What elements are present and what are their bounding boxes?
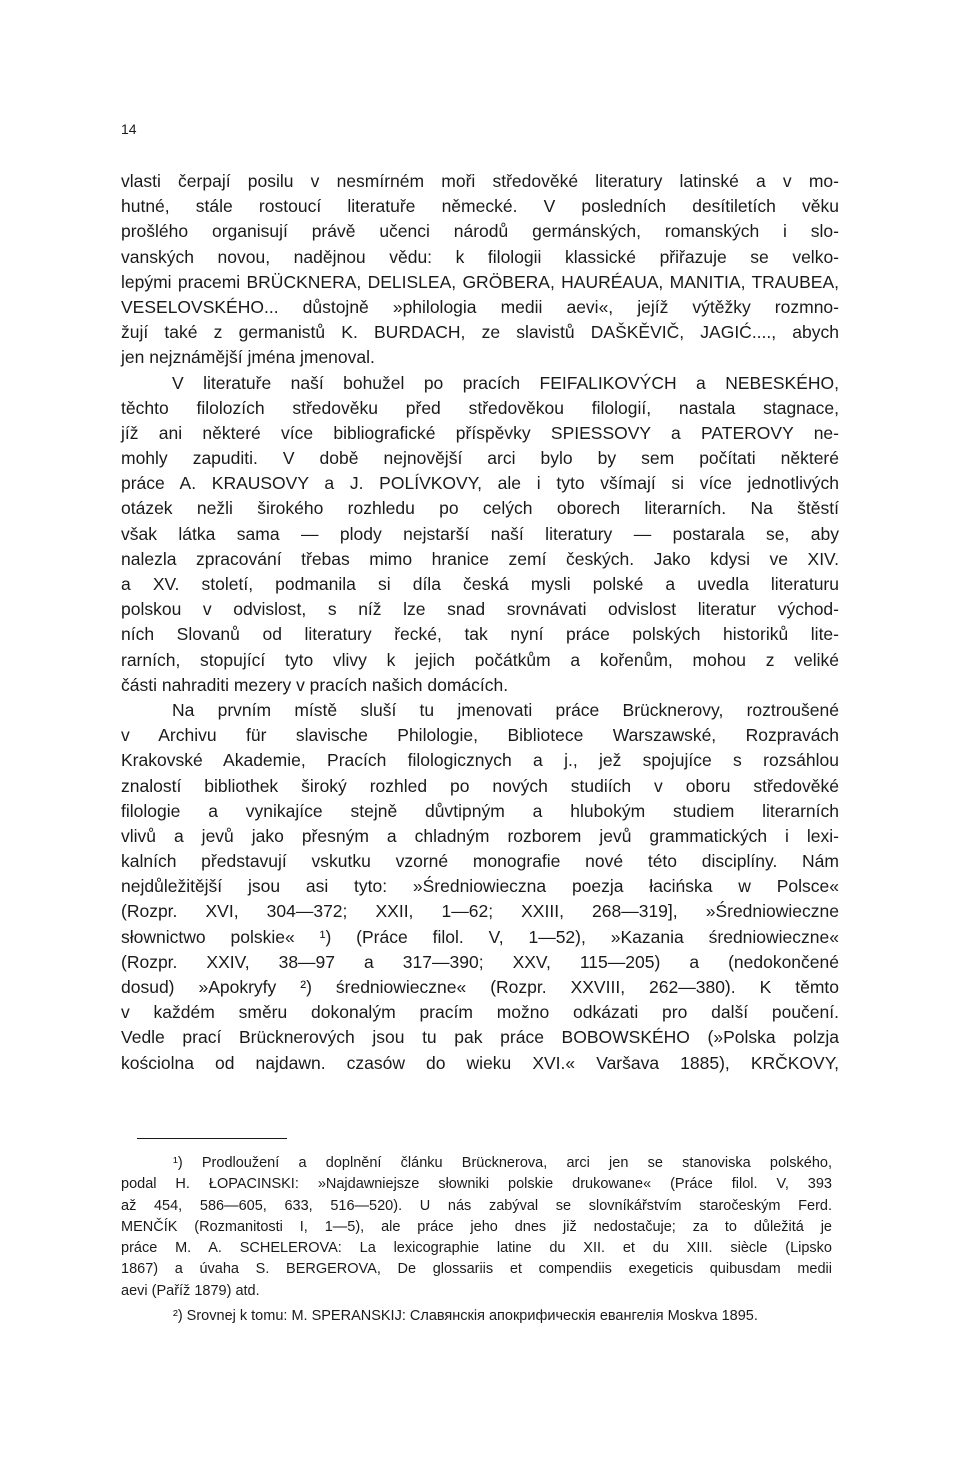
- text-line: jen nejznámější jména jmenoval.: [121, 347, 375, 368]
- text-line: části nahraditi mezery v pracích našich domácích.: [121, 674, 509, 695]
- text-line: vlasti čerpají posilu v nesmírném moři středověké literatury latinské a v mo-: [121, 171, 839, 191]
- text-line: v Archivu für slavische Philologie, Bibliotece Warszawské, Rozpravách: [121, 725, 839, 746]
- footnote: [121, 1153, 832, 1302]
- text-line: nalezla zpracování třebas mimo hranice zemí českých. Jako kdysi ve XIV.: [121, 548, 839, 569]
- text-line: práce A. KRAUSOVY a J. POLÍVKOVY, ale i tyto všímají si více jednotlivých: [121, 473, 839, 494]
- footnote-line: ¹) Prodloužení a doplnění článku Brücknerova, arci jen se stanoviska polského,: [173, 1155, 832, 1171]
- text-line: (Rozpr. XXIV, 38—97 a 317—390; XXV, 115—205) a (nedokončené: [121, 951, 839, 972]
- text-line: mohly zapuditi. V době nejnovější arci bylo by sem počítati některé: [121, 448, 839, 469]
- footnote-line: podal H. ŁOPACINSKI: »Najdawniejsze słowniki polskie drukowane« (Práce filol. V, 393: [121, 1176, 832, 1193]
- text-line: otázek nežli širokého rozhledu po celých oborech literarních. Na štěstí: [121, 498, 839, 519]
- text-line: słownictwo polskie« ¹) (Práce filol. V, 1—52), »Kazania średniowieczne«: [121, 926, 839, 947]
- text-line: rarních, stopující tyto vlivy k jejich počátkům a kořenům, mohou z veliké: [121, 649, 839, 670]
- text-line: dosud) »Apokryfy ²) średniowieczne« (Rozpr. XXVIII, 262—380). K těmto: [121, 977, 839, 997]
- text-line: hutné, stále rostoucí literatuře německé. V posledních desítiletích věku: [121, 196, 839, 217]
- text-line: ních Slovanů od literatury řecké, tak nyní práce polských historiků lite-: [121, 624, 839, 645]
- text-line: lepými pracemi BRÜCKNERA, DELISLEA, GRÖBERA, HAURÉAUA, MANITIA, TRAUBEA,: [121, 271, 839, 292]
- text-line: polskou v odvislost, s níž lze snad srovnávati odvislost literatur východ-: [121, 599, 839, 620]
- text-line: však látka sama — plody nejstarší naší literatury — postarala se, aby: [121, 523, 839, 544]
- footnote-line: MENČÍK (Rozmanitosti I, 1—5), ale práce jeho dnes již nedostačuje; za to důležitá je: [121, 1218, 832, 1235]
- text-line: VESELOVSKÉHO... důstojně »philologia medii aevi«, jejíž výtěžky rozmno-: [121, 296, 839, 317]
- text-line: vanských novou, nadějnou vědu: k filologii klassické přiřazuje se velko-: [121, 246, 839, 267]
- text-line: (Rozpr. XVI, 304—372; XXII, 1—62; XXIII, 268—319], »Średniowieczne: [121, 901, 839, 922]
- text-line: Na prvním místě sluší tu jmenovati práce Brücknerovy, roztroušené: [172, 699, 839, 720]
- page-number: 14: [121, 121, 137, 137]
- footnote-line: ²) Srovnej k tomu: M. SPERANSKIJ: Славянскія апокрифическія евангелія Moskva 1895.: [173, 1308, 758, 1325]
- text-line: v každém směru dokonalým pracím možno odkázati pro další poučení.: [121, 1002, 839, 1023]
- footnote-divider: [137, 1138, 287, 1139]
- paragraph: [121, 169, 839, 371]
- footnote: [121, 1306, 832, 1327]
- text-line: filologie a vynikajíce stejně důvtipným a hlubokým studiem literarních: [121, 800, 839, 821]
- text-line: V literatuře naší bohužel po pracích FEIFALIKOVÝCH a NEBESKÉHO,: [172, 372, 839, 393]
- footnotes: [121, 1153, 832, 1327]
- text-line: prošlého organisují právě učenci národů germánských, romanských i slo-: [121, 221, 839, 242]
- paragraph: [121, 698, 839, 1076]
- text-line: těchto filolozích středověku před středověkou filologií, nastala stagnace,: [121, 397, 839, 418]
- text-line: jíž ani některé více bibliografické příspěvky SPIESSOVY a PATEROVY ne-: [121, 422, 839, 443]
- footnote-line: aevi (Paříž 1879) atd.: [121, 1282, 260, 1299]
- paragraph: [121, 371, 839, 698]
- text-line: a XV. století, podmanila si díla česká mysli polské a uvedla literaturu: [121, 574, 839, 594]
- text-line: žují také z germanistů K. BURDACH, ze slavistů DAŠKĚVIČ, JAGIĆ...., abych: [121, 322, 839, 343]
- text-line: Krakovské Akademie, Pracích filologicznych a j., jež spojujíce s rozsáhlou: [121, 750, 839, 771]
- text-line: vlivů a jevů jako přesným a chladným rozborem jevů grammatických i lexi-: [121, 825, 839, 846]
- text-line: nejdůležitější jsou asi tyto: »Średniowieczna poezja łacińska w Polsce«: [121, 876, 839, 897]
- text-line: kościolna od najdawn. czasów do wieku XVI.« Varšava 1885), KRČKOVY,: [121, 1052, 839, 1073]
- text-line: kalních představují vskutku vzorné monografie nové této disciplíny. Nám: [121, 851, 839, 872]
- footnote-line: práce M. A. SCHELEROVA: La lexicographie latine du XII. et du XIII. siècle (Lipsko: [121, 1240, 832, 1257]
- footnote-line: 1867) a úvaha S. BERGEROVA, De glossariis et compendiis exegeticis quibusdam medii: [121, 1261, 832, 1278]
- text-line: Vedle prací Brücknerových jsou tu pak práce BOBOWSKÉHO (»Polska polzja: [121, 1027, 839, 1048]
- body-text: [121, 169, 839, 1076]
- text-line: znalostí bibliothek široký rozhled po nových studiích v oboru středověké: [121, 775, 839, 796]
- footnote-line: až 454, 586—605, 633, 516—520). U nás zabýval se slovníkářstvím staročeským Ferd.: [121, 1197, 832, 1214]
